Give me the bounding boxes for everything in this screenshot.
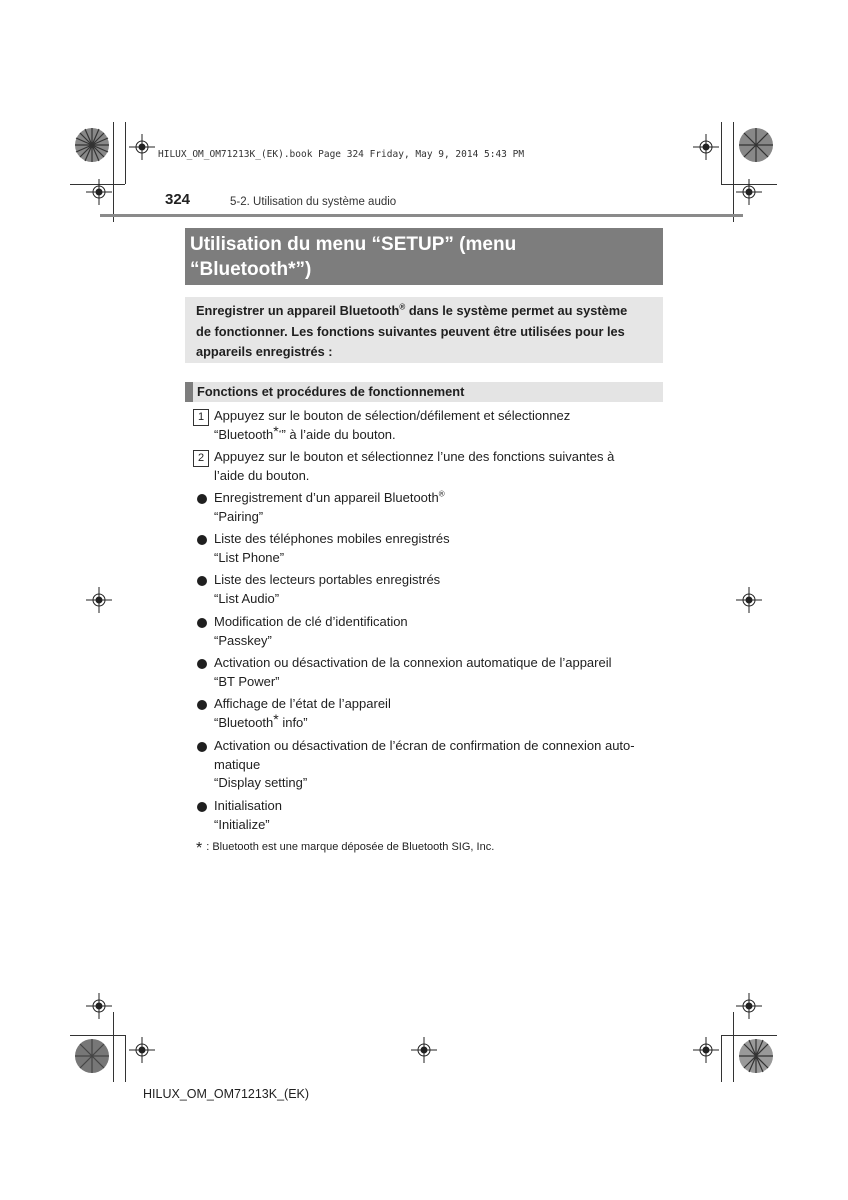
registration-mark [736,179,762,205]
step-2-line-2: l’aide du bouton. [214,467,310,483]
step-2-text [214,448,659,485]
registration-mark [129,1037,155,1063]
function-option: “BT Power” [214,673,280,689]
registration-mark [693,1037,719,1063]
registration-mark [86,587,112,613]
header-divider [100,214,743,217]
function-item-display-setting: Activation ou désactivation de l’écran de confirmation de connexion auto- matique “Display setting” [214,737,659,793]
page-title-line-1: Utilisation du menu “SETUP” (menu [190,234,517,255]
intro-line-2: de fonctionner. Les fonctions suivantes peuvent être utilisées pour les [196,323,625,339]
function-item-bt-power: Activation ou désactivation de la connexion automatique de l’appareil “BT Power” [214,654,659,691]
bullet-dot [197,700,207,710]
book-info-line: HILUX_OM_OM71213K_(EK).book Page 324 Friday, May 9, 2014 5:43 PM [158,149,525,160]
function-option: “Pairing” [214,508,264,524]
bullet-dot [197,494,207,504]
intro-line-1: Enregistrer un appareil Bluetooth® dans le système permet au système [196,302,628,318]
bullet-dot [197,535,207,545]
function-item-list-phone: Liste des téléphones mobiles enregistrés “List Phone” [214,530,659,567]
function-option: “List Phone” [214,549,285,565]
registration-mark [129,134,155,160]
footnote: * : Bluetooth est une marque déposée de Bluetooth SIG, Inc. [196,840,495,857]
step-2-line-1: Appuyez sur le bouton et sélectionnez l’une des fonctions suivantes à [214,449,615,464]
registration-mark [736,587,762,613]
function-item-passkey: Modification de clé d’identification “Passkey” [214,613,659,650]
function-option: “Display setting” [214,775,308,790]
bullet-dot [197,742,207,752]
function-option: “Initialize” [214,816,270,832]
step-1-text [214,407,659,444]
starburst-mark-top-right [738,127,774,163]
starburst-mark-bottom-left [74,1038,110,1074]
page-title [185,228,663,285]
function-item-list-audio: Liste des lecteurs portables enregistrés “List Audio” [214,571,659,608]
function-option: “Passkey” [214,632,272,648]
page-title-line-2: “Bluetooth*”) [190,259,312,280]
section-label: 5-2. Utilisation du système audio [230,196,397,208]
bullet-dot [197,576,207,586]
function-item-initialize: Initialisation “Initialize” [214,797,659,834]
step-1-line-2: “Bluetooth**” à l’aide du bouton. [214,422,396,442]
intro-line-3: appareils enregistrés : [196,344,333,359]
step-number-2: 2 [193,450,209,467]
footer-doc-code: HILUX_OM_OM71213K_(EK) [143,1087,310,1101]
registration-mark [693,134,719,160]
bullet-dot [197,618,207,628]
bullet-dot [197,802,207,812]
function-item-pairing: Enregistrement d’un appareil Bluetooth® “Pairing” [214,489,659,526]
step-1-line-1: Appuyez sur le bouton de sélection/défilement et sélectionnez [214,408,571,423]
step-number-1: 1 [193,409,209,426]
bullet-dot [197,659,207,669]
registered-mark: ® [399,302,406,312]
function-item-bluetooth-info: Affichage de l’état de l’appareil “Bluetooth* info” [214,695,659,732]
starburst-mark-bottom-right [738,1038,774,1074]
function-option: “List Audio” [214,590,280,606]
page-number: 324 [165,191,191,208]
function-option: “Bluetooth* info” [214,710,308,730]
registration-mark [411,1037,437,1063]
registration-mark [86,993,112,1019]
section-subheading [185,382,663,402]
starburst-mark-top-left [74,127,110,163]
subheading-bar [185,382,193,402]
registration-mark [86,179,112,205]
registration-mark [736,993,762,1019]
intro-box [185,297,663,363]
subheading-text: Fonctions et procédures de fonctionnement [197,384,465,399]
